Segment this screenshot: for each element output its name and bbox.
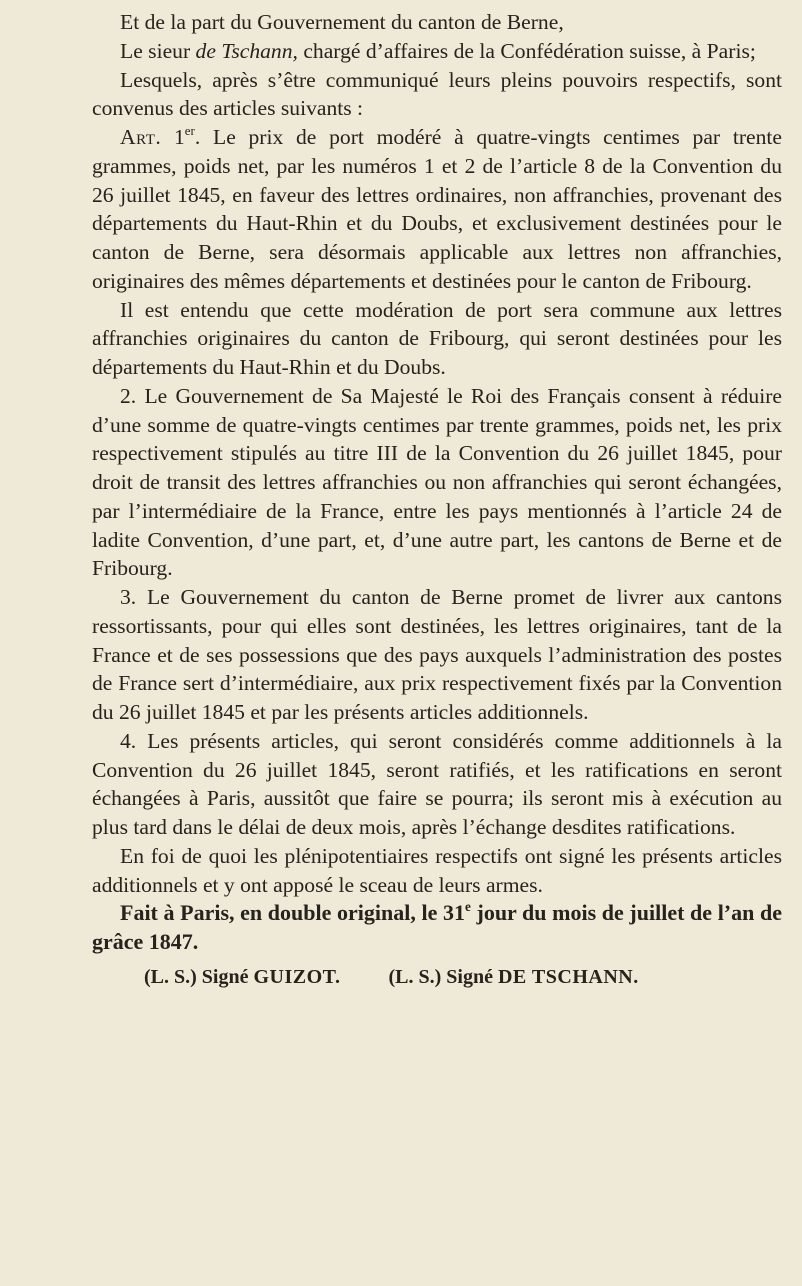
signature-prefix: (L. S.) Signé: [388, 965, 493, 988]
signature-block: [92, 963, 782, 992]
article-text: 2. Le Gouvernement de Sa Majesté le Roi des Français consent à réduire d’une somme de quatre-vingts centimes par trente grammes, poids net, les prix respectivement stipulés au titre III de la Convention du 26 juillet 1845, pour droit de transit des lettres affranchies ou non affranchies qui seront échangées, par l’intermédiaire de la France, entre les pays mentionnés à l’article 24 de ladite Convention, d’une part, et, d’une autre part, les cantons de Berne et de Fribourg.: [92, 383, 782, 581]
paragraph-text: En foi de quoi les plénipotentiaires respectifs ont signé les présents articles additionnels et y ont apposé le sceau de leurs armes.: [92, 843, 782, 897]
article-text: 4. Les présents articles, qui seront considérés comme additionnels à la Convention du 26 juillet 1845, seront ratifiés, et les ratifications en seront échangées à Paris, aussitôt que faire se pourra; ils seront mis à exécution au plus tard dans le délai de deux mois, après l’échange desdites ratifications.: [92, 728, 782, 839]
paragraph-fribourg: [92, 296, 782, 382]
paragraph-faith: [92, 842, 782, 900]
paragraph-prefix: Le sieur: [120, 38, 196, 63]
document-body: [92, 8, 782, 992]
article-text: . Le prix de port modéré à quatre-vingts centimes par trente grammes, poids net, par les numéros 1 et 2 de l’article 8 de la Convention du 26 juillet 1845, en faveur des lettres ordinaires, non affranchies, provenant des départements du Haut-Rhin et du Doubs, et exclusivement destinées pour le canton de Berne, sera désormais applicable aux lettres non affranchies, originaires des mêmes départements et destinées pour le canton de Fribourg.: [92, 125, 782, 293]
article-2: [92, 382, 782, 583]
closing-before: Fait à Paris, en double original, le 31: [120, 900, 465, 926]
paragraph-suffix: chargé d’affaires de la Confédération suisse, à Paris;: [297, 38, 756, 63]
closing-line: [92, 899, 782, 957]
article-label: Art.: [120, 125, 162, 149]
closing-after: jour du mois de juillet de l’an de grâce 1847.: [92, 900, 782, 954]
paragraph-text: Lesquels, après s’être communiqué leurs pleins pouvoirs respectifs, sont convenus des articles suivants :: [92, 67, 782, 121]
article-4: [92, 727, 782, 842]
signature-name: DE TSCHANN.: [497, 965, 639, 988]
closing-sup: e: [465, 899, 471, 915]
article-1: [92, 123, 782, 296]
paragraph-text: Il est entendu que cette modération de port sera commune aux lettres affranchies originaires du canton de Fribourg, qui seront destinées pour les départements du Haut-Rhin et du Doubs.: [92, 297, 782, 379]
signature-guizot: [144, 963, 341, 992]
signature-name: GUIZOT.: [253, 965, 341, 988]
paragraph-powers: [92, 66, 782, 124]
paragraph-text: Et de la part du Gouvernement du canton de Berne,: [120, 10, 564, 34]
envoy-name: de Tschann,: [195, 38, 298, 63]
signature-prefix: (L. S.) Signé: [144, 965, 249, 988]
paragraph-opening: [92, 8, 782, 37]
signature-tschann: [389, 963, 639, 992]
article-text: 3. Le Gouvernement du canton de Berne promet de livrer aux cantons ressortissants, pour qui elles sont destinées, les lettres originaires, tant de la France et de ses possessions que des pays auxquels l’administration des postes de France sert d’intermédiaire, aux prix respectivement fixés par la Convention du 26 juillet 1845 et par les présents articles additionnels.: [92, 585, 782, 724]
paragraph-envoy: [92, 37, 782, 66]
article-number: 1: [174, 125, 185, 149]
article-3: [92, 583, 782, 727]
article-number-sup: er: [184, 123, 195, 139]
